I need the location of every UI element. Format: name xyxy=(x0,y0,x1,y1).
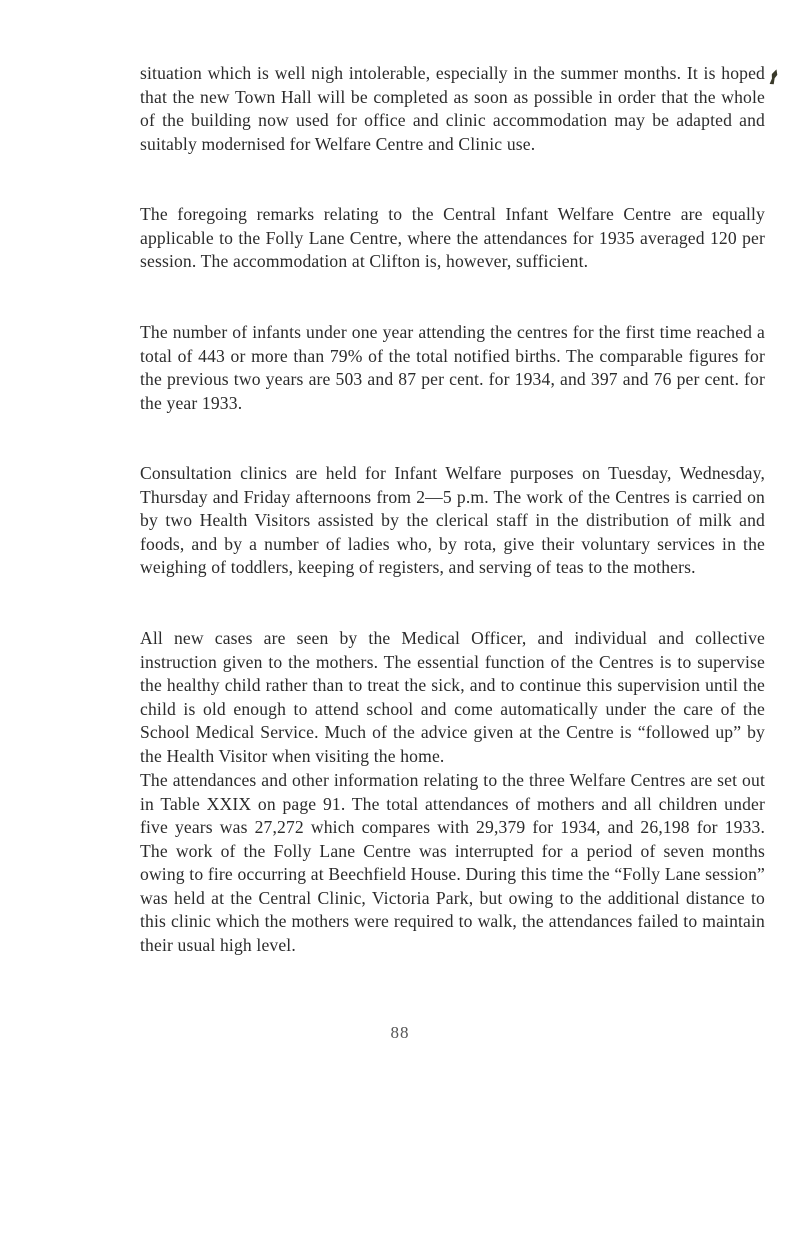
page-number: 88 xyxy=(390,1023,410,1042)
paragraph-6: The attendances and other information relating to the three Welfare Centres are set out in Table XXIX on page 91. The total attendances of mothers and all children under five years was 27,272 which compares with 29,379 for 1934, and 26,198 for 1933. The work of the Folly Lane Centre was interrupted for a period of seven months owing to fire occurring at Beechfield House. During this time the “Folly Lane session” was held at the Central Clinic, Victoria Park, but owing to the additional distance to this clinic which the mothers were required to walk, the attendances failed to maintain their usual high level. xyxy=(140,770,765,955)
paragraph-3: The number of infants under one year attending the centres for the first time reached a total of 443 or more than 79% of the total notified births. The comparable figures for the previous two years are 503 and 87 per cent. for 1934, and 397 and 76 per cent. for the year 1933. xyxy=(140,322,765,413)
paragraph-2: The foregoing remarks relating to the Central Infant Welfare Centre are equally applicable to the Folly Lane Centre, where the attendances for 1935 averaged 120 per session. The accommodation at Clifton is, however, sufficient. xyxy=(140,204,765,271)
ink-speck-mark xyxy=(769,68,780,85)
paragraph-4: Consultation clinics are held for Infant Welfare purposes on Tuesday, Wednesday, Thursday and Friday afternoons from 2—5 p.m. The work of the Centres is carried on by two Health Visitors assisted by the clerical staff in the distribution of milk and foods, and by a number of ladies who, by rota, give their voluntary services in the weighing of toddlers, keeping of registers, and serving of teas to the mothers. xyxy=(140,463,765,577)
paragraph-5: All new cases are seen by the Medical Officer, and individual and collective instruction given to the mothers. The essential function of the Centres is to supervise the healthy child rather than to treat the sick, and to continue this supervision until the child is old enough to attend school and come automatically under the care of the School Medical Service. Much of the advice given at the Centre is “followed up” by the Health Visitor when visiting the home. xyxy=(140,628,765,766)
paragraph-1: situation which is well nigh intolerable, especially in the summer months. It is hoped that the new Town Hall will be completed as soon as possible in order that the whole of the building now used for office and clinic accommodation may be adapted and suitably modernised for Welfare Centre and Clinic use. xyxy=(140,63,765,154)
